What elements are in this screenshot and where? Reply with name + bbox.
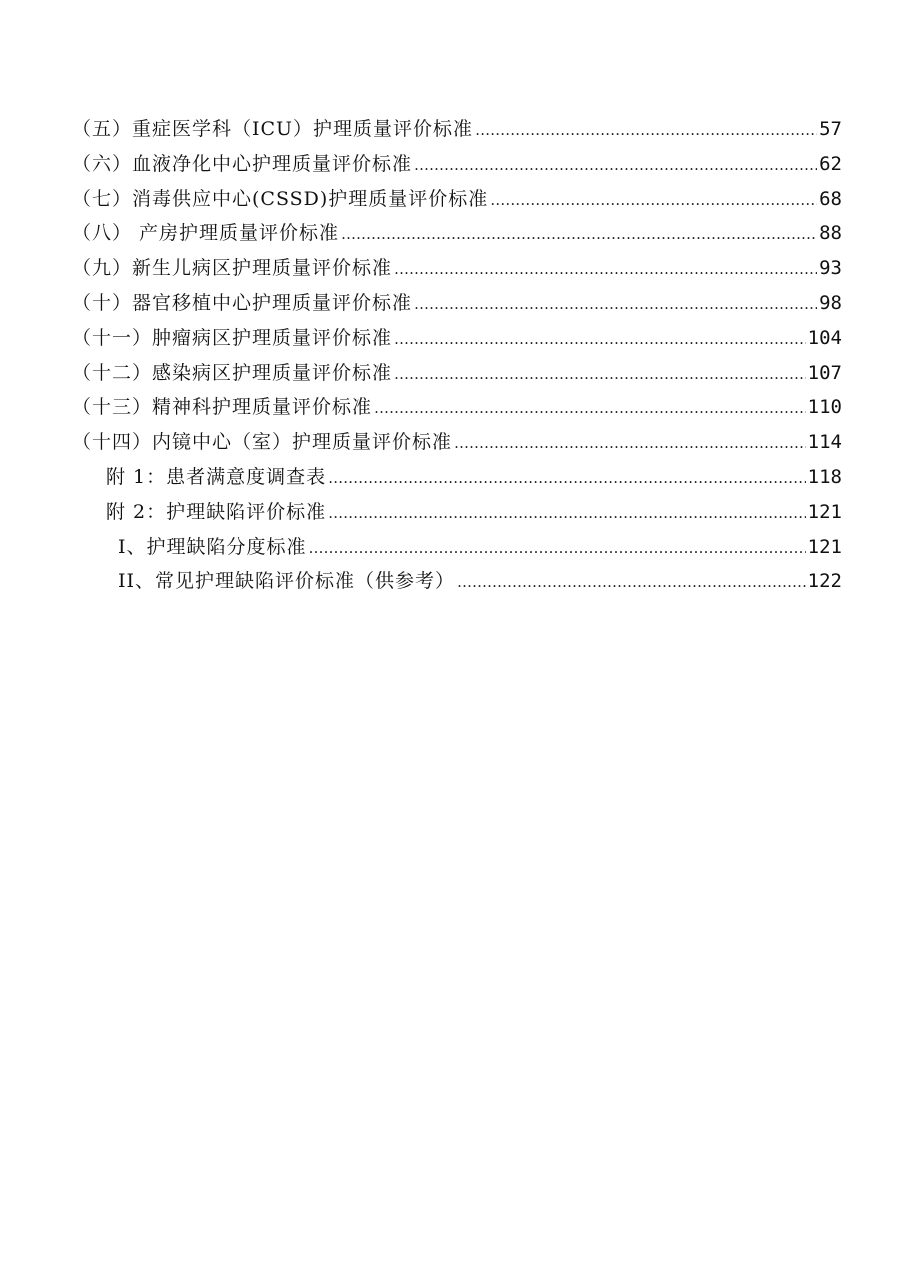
- toc-page-number: 121: [807, 535, 842, 558]
- toc-entry[interactable]: [72, 147, 842, 182]
- toc-entry-title: （七）消毒供应中心(CSSD)护理质量评价标准: [72, 187, 489, 210]
- toc-dot-leader: [475, 113, 817, 148]
- toc-entry-title: （十三）精神科护理质量评价标准: [72, 396, 373, 419]
- toc-entry-title: （十二）感染病区护理质量评价标准: [72, 361, 393, 384]
- toc-dot-leader: [414, 148, 817, 183]
- toc-dot-leader: [328, 496, 806, 531]
- toc-page-number: 68: [819, 187, 842, 210]
- toc-page-number: 93: [819, 257, 842, 280]
- table-of-contents: [72, 112, 842, 599]
- toc-entry-title: 附 1：患者满意度调查表: [106, 465, 327, 488]
- toc-dot-leader: [374, 391, 806, 426]
- toc-page-number: 57: [819, 118, 842, 140]
- toc-entry[interactable]: [72, 286, 842, 321]
- toc-entry-title: （五）重症医学科（ICU）护理质量评价标准: [72, 118, 474, 140]
- toc-dot-leader: [490, 183, 817, 218]
- toc-page-number: 121: [807, 500, 842, 523]
- toc-page-number: 98: [819, 291, 842, 314]
- toc-entry-title: （九）新生儿病区护理质量评价标准: [72, 257, 393, 280]
- toc-dot-leader: [394, 252, 817, 287]
- toc-entry-title: 附 2：护理缺陷评价标准: [106, 500, 327, 523]
- toc-entry[interactable]: [72, 356, 842, 391]
- toc-entry[interactable]: [72, 251, 842, 286]
- toc-entry[interactable]: [72, 390, 842, 425]
- toc-page-number: 114: [807, 431, 842, 454]
- toc-dot-leader: [309, 531, 806, 566]
- toc-entry-appendix[interactable]: [72, 460, 842, 495]
- toc-entry-title: II、常见护理缺陷评价标准（供参考）: [118, 570, 456, 593]
- toc-dot-leader: [394, 322, 806, 357]
- toc-dot-leader: [341, 217, 817, 252]
- toc-dot-leader: [457, 565, 806, 600]
- toc-page-number: 88: [819, 222, 842, 245]
- toc-dot-leader: [394, 357, 806, 392]
- toc-entry-title: （十四）内镜中心（室）护理质量评价标准: [72, 431, 453, 454]
- toc-dot-leader: [454, 426, 806, 461]
- toc-entry[interactable]: [72, 182, 842, 217]
- toc-page-number: 104: [807, 326, 842, 349]
- toc-dot-leader: [414, 287, 817, 322]
- toc-entry-title: I、护理缺陷分度标准: [118, 535, 307, 558]
- toc-entry-title: （六）血液净化中心护理质量评价标准: [72, 152, 413, 175]
- toc-entry-subsection[interactable]: [72, 564, 842, 599]
- toc-entry[interactable]: [72, 321, 842, 356]
- toc-dot-leader: [328, 461, 806, 496]
- toc-entry-title: （八） 产房护理质量评价标准: [72, 222, 340, 245]
- toc-entry[interactable]: [72, 425, 842, 460]
- toc-entry-appendix[interactable]: [72, 495, 842, 530]
- toc-entry-subsection[interactable]: [72, 530, 842, 565]
- toc-entry-title: （十一）肿瘤病区护理质量评价标准: [72, 326, 393, 349]
- toc-entry[interactable]: [72, 216, 842, 251]
- toc-entry-title: （十）器官移植中心护理质量评价标准: [72, 291, 413, 314]
- toc-page-number: 62: [819, 152, 842, 175]
- toc-page-number: 110: [807, 396, 842, 419]
- toc-page-number: 118: [807, 465, 842, 488]
- toc-page-number: 107: [807, 361, 842, 384]
- toc-entry[interactable]: [72, 112, 842, 147]
- toc-page-number: 122: [807, 570, 842, 593]
